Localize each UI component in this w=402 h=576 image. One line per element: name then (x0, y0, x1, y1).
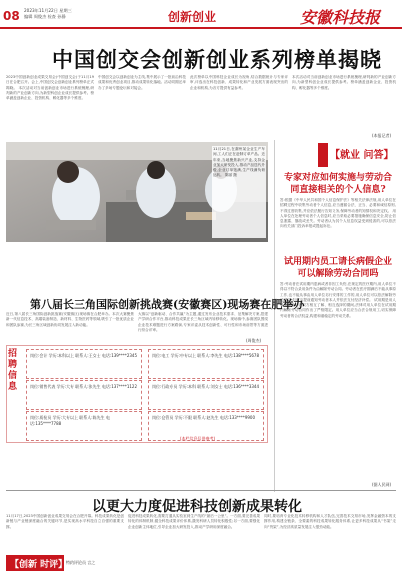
lead-column-2 (98, 75, 186, 137)
qa-answer-2-p1: 答:劳动者在试用期内患病或者非因工负伤,在规定的医疗期内,用人单位不得以不符合录用条件为由解除劳动合同。劳动者在医疗期满后不能从事原工作,也不能从事由用人单位另行安排的工作的,用人单位可以依法解除劳动合同,但应当提前通知劳动者本人并依法支付经济补偿。 (280, 282, 396, 302)
qa-answer-1-p1: 答:根据《中华人民共和国个人信息保护法》等相关法律法规,用人单位在招聘过程中收集劳动者个人信息,应当遵循合法、正当、必要和诚信原则,不得过度收集,并应依法履行告知义务,保障劳动者的知情权和决定权。 (280, 198, 396, 213)
lead-column-4 (292, 75, 396, 133)
qa-answer-2-p2: 试用期是用人单位和劳动者双方相互了解、相互选择的期间,法律对用人单位在试用期内解除劳动合同作出了严格限定。用人单位应当合法合规用工,切实保障劳动者的合法权益,构建和谐稳定的劳动关系。 (280, 297, 396, 318)
recruit-title: 招聘信息 (8, 349, 18, 392)
masthead-rule (0, 27, 402, 29)
commentary-text-3: 同时,要培育专业化技术转移机构和人才队伍,完善技术交易市场,发挥金融资本的支撑作用,构建全链条、全要素的科技成果转化服务体系,让更多科技成果从“书架”走向“货架”,为经济高质量发展注入强劲动能。 (264, 514, 396, 529)
recruit-grid (26, 349, 266, 441)
date-line: 2023年11月22日 星期三 (24, 8, 72, 13)
competition-text-1: 近日,第八届长三角国际创新挑战赛(安徽赛区)现场赛在合肥举办。本次大赛聚焦新一代信息技术、高端装备制造、新材料、生物医药等领域,吸引了一批优质企业和团队参赛,为长三角区域创新协同发展注入新动能。 (6, 312, 134, 327)
recruit-item (148, 349, 264, 379)
page-number: 08 (3, 9, 20, 23)
commentary-text-2: 促进科技成果转化,需要打通从实验室到生产线的“最后一公里”。一方面,要完善成果转化的体制机制,健全科技成果评价体系,激发科研人员转化积极性;另一方面,要强化企业创新主体地位,引导企业加大研发投入,推动产学研用深度融合。 (128, 514, 260, 529)
qa-answer-1 (280, 198, 396, 254)
lead-author: (本报记者) (372, 133, 392, 138)
editors-line: 编辑 周俊杰 检查 孙静 (24, 14, 66, 19)
commentary-tag-text: 【创新 时评】 (10, 560, 68, 570)
commentary-column-3 (264, 514, 396, 572)
competition-author: (周俊杰) (246, 338, 262, 343)
photo-caption-text: 11月21日,在滁州某企业生产车间,工人们正在赶制订单产品。近年来,当地聚焦新兴产业,支持企业加大研发投入,推动产品迭代升级,企业订单饱满,生产线满负荷运转。 (213, 147, 265, 178)
commentary-headline: 以更大力度促进科技创新成果转化 (92, 499, 302, 515)
lead-headline: 中国创交会创新创业系列榜单揭晓 (52, 47, 382, 72)
commentary-tag (6, 555, 68, 571)
lead-column-3 (190, 75, 288, 137)
qa-answer-1-p2: 用人单位在处理劳动者个人信息时,应当采取必要措施确保信息安全,防止信息泄露、篡改或丢失。劳动者认为其个人信息权益受到侵害的,可以依法向有关部门投诉举报或提起诉讼。 (280, 208, 396, 229)
recruit-note: (本栏信息仅供参考) (180, 436, 216, 441)
recruit-item-text: 岗位:销售代表 学历:大专 联系人:张先生 电话:137****1122 (30, 384, 138, 389)
qa-question-1: 专家对应如何实施与劳动合同直接相关的个人信息? (283, 173, 392, 195)
recruit-item-text: 岗位:仓管员 学历:不限 联系人:赵先生 电话:133****9900 (152, 415, 256, 420)
recruit-item (26, 411, 142, 441)
lead-column-1 (6, 75, 94, 137)
competition-text-2: 大赛以“创新驱动、合作共赢”为主题,通过发布企业技术需求、征集解决方案,搭建产学研合作平台,推动科技成果在长三角区域内转移转化。现场赛中,参赛团队围绕企业技术难题进行方案路演,专家评委从技术创新性、可行性和市场前景等方面进行综合评审。 (138, 312, 268, 332)
lead-paragraph: 2023中国创新创业成果交易会(中国创交会)于11月19日在合肥召开。会上,中国创交会创新创业系列榜单正式揭晓。 (6, 75, 94, 90)
commentary-column-1 (6, 514, 124, 554)
newspaper-logo: 安徽科技报 (300, 8, 381, 27)
commentary-column-2 (128, 514, 260, 572)
recruit-item-text: 岗位:电工 学历:中专以上 联系人:李先生 电话:138****5678 (152, 353, 260, 358)
qa-label-text: 【就业 问答】 (330, 150, 394, 161)
section-title: 创新创业 (168, 10, 217, 24)
competition-column-1 (6, 312, 134, 342)
lead-paragraph: 本次活动对当前创新创业市场进行系统梳理,研判新的产业创新方向,为新型科创企业成长提供参考。榜单涵盖创新企业、投资机构、孵化器等多个维度。 (6, 85, 94, 101)
commentary-text-1: 11月17日,2023中国创新创业成果交易会在合肥开幕。科技成果转化是创新链与产业链深度融合的关键环节,是实现高水平科技自立自强的重要支撑。 (6, 514, 124, 529)
lead-paragraph: 本次活动对当前创新创业市场进行系统梳理,研判新的产业创新方向,为新型科创企业成长提供参考。榜单涵盖创新企业、投资机构、孵化器等多个维度。 (292, 75, 396, 90)
recruit-item (148, 380, 264, 410)
lead-paragraph: 中国创交会以创新创业为主线,集中展示了一批前沿科技成果和优秀创业项目,推动成果转化落地。活动同期还举办了多场专题论坛和对接会。 (98, 75, 186, 90)
competition-headline: 第八届长三角国际创新挑战赛(安徽赛区)现场赛在肥举办 (30, 298, 305, 311)
photo-credit: 陈丽 摄 (224, 173, 237, 178)
recruit-item (26, 380, 142, 410)
qa-question-2: 试用期内员工请长病假企业可以解除劳动合同吗 (283, 257, 392, 279)
commentary-author: 特约评论员 言之 (66, 560, 96, 565)
recruit-item-text: 岗位:行政专员 学历:本科 联系人:刘女士 电话:136****3344 (152, 384, 260, 389)
lead-paragraph: 此次榜单以中国科技企业成长为视角,结合数据统计与专家评审,评选出在科技创新、成果转化和产业发展方面表现突出的企业和机构,为各方提供有益参考。 (190, 75, 288, 90)
qa-label-bar (318, 143, 328, 167)
masthead-meta (24, 8, 72, 20)
photo-caption (212, 146, 266, 238)
recruit-item-text: 岗位:会计 学历:本科以上 联系人:王女士 电话:139****2345 (30, 353, 138, 358)
recruit-item-text: 岗位:质检员 学历:大专以上 联系人:陈先生 电话:135****7788 (30, 415, 110, 426)
recruit-item (26, 349, 142, 379)
qa-credit: (据人民网) (372, 482, 392, 487)
column-divider (274, 140, 275, 492)
commentary-rule (6, 490, 396, 491)
